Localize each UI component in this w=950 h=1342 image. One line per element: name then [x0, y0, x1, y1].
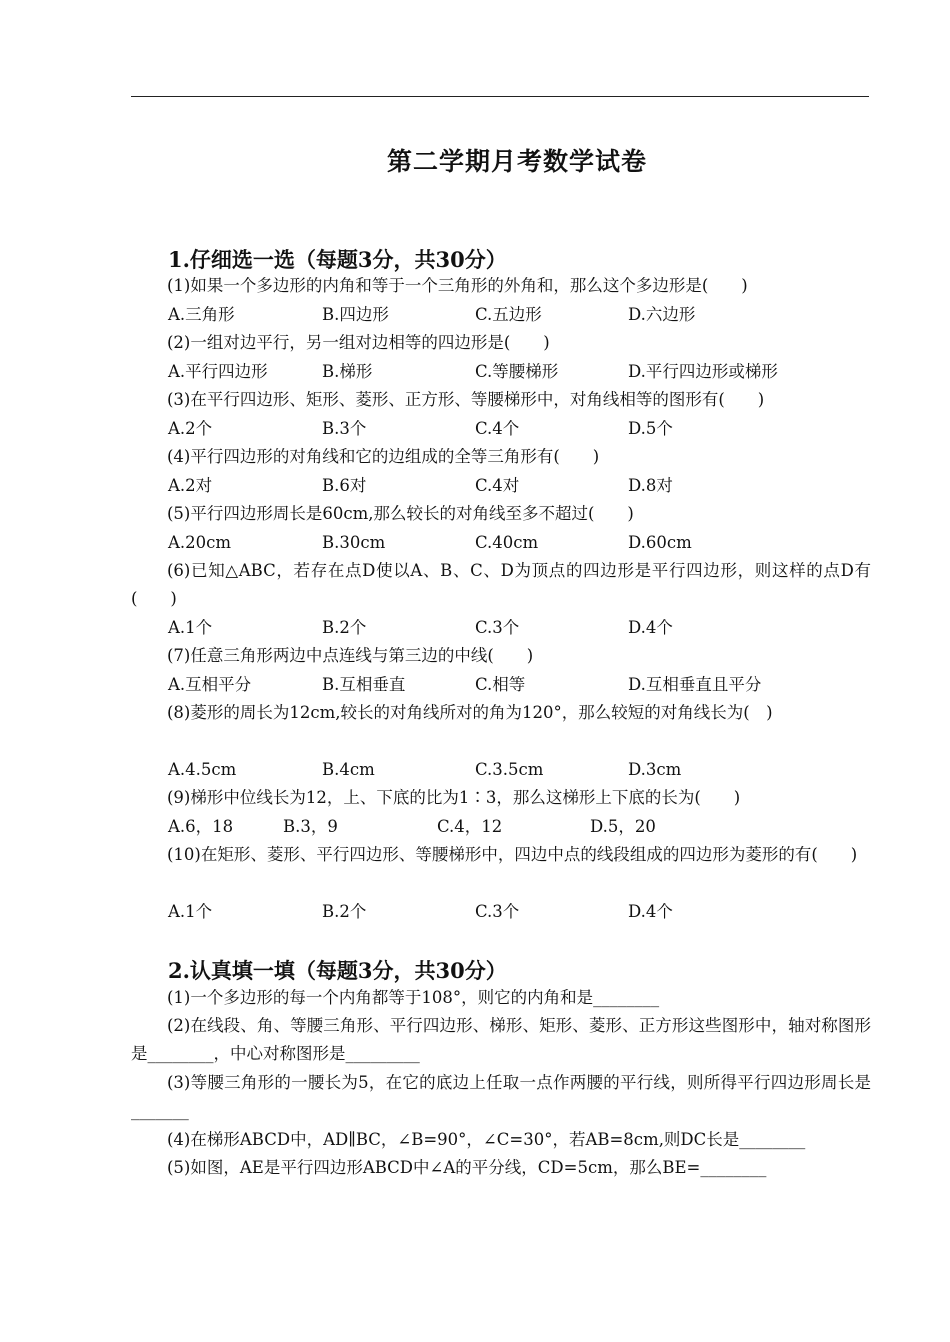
option: C.3个: [475, 618, 520, 637]
option: C.等腰梯形: [475, 362, 559, 381]
option: A.2个: [168, 419, 213, 438]
option: B.3个: [322, 419, 367, 438]
option: C.五边形: [475, 305, 542, 324]
option: D.5个: [628, 419, 673, 438]
option: B.6对: [322, 476, 367, 495]
option: A.互相平分: [168, 675, 252, 694]
question-stem: (6)已知△ABC，若存在点D使以A、B、C、D为顶点的四边形是平行四边形，则这样的点D有( ): [131, 561, 871, 609]
option: B.互相垂直: [322, 675, 406, 694]
section-heading-fill: 2.认真填一填（每题3分，共30分）: [168, 958, 507, 983]
question-stem: (8)菱形的周长为12cm,较长的对角线所对的角为120°，那么较短的对角线长为( ): [167, 703, 773, 722]
option: A.6，18: [168, 817, 234, 836]
option: C.40cm: [475, 533, 539, 552]
option: C.3个: [475, 902, 520, 921]
question-stem: (1)如果一个多边形的内角和等于一个三角形的外角和，那么这个多边形是( ): [167, 276, 748, 295]
page-title: 第二学期月考数学试卷: [386, 147, 647, 176]
option: C.4个: [475, 419, 520, 438]
option: B.4cm: [322, 760, 375, 779]
header-rule: [131, 96, 869, 97]
option: A.2对: [168, 476, 213, 495]
option: A.20cm: [168, 533, 232, 552]
fill-question: (2)在线段、角、等腰三角形、平行四边形、梯形、矩形、菱形、正方形这些图形中，轴对称图形是________，中心对称图形是_________: [131, 1016, 871, 1064]
option: B.30cm: [322, 533, 386, 552]
option: D.60cm: [628, 533, 692, 552]
option: B.2个: [322, 902, 367, 921]
option: C.4对: [475, 476, 520, 495]
fill-question: (3)等腰三角形的一腰长为5，在它的底边上任取一点作两腰的平行线，则所得平行四边形周长是_______: [131, 1073, 871, 1121]
question-stem: (9)梯形中位线长为12，上、下底的比为1∶3，那么这梯形上下底的长为( ): [167, 788, 741, 807]
option: D.平行四边形或梯形: [628, 362, 778, 381]
fill-question: (4)在梯形ABCD中，AD∥BC，∠B=90°，∠C=30°，若AB=8cm,则DC长是________: [167, 1130, 806, 1149]
question-stem: (5)平行四边形周长是60cm,那么较长的对角线至多不超过( ): [167, 504, 634, 523]
option: A.1个: [168, 902, 213, 921]
option: D.六边形: [628, 305, 696, 324]
option: A.三角形: [168, 305, 235, 324]
option: C.4，12: [437, 817, 503, 836]
question-stem: (4)平行四边形的对角线和它的边组成的全等三角形有( ): [167, 447, 600, 466]
option: B.四边形: [322, 305, 389, 324]
option: D.4个: [628, 902, 673, 921]
option: D.4个: [628, 618, 673, 637]
option: C.相等: [475, 675, 526, 694]
question-stem: (7)任意三角形两边中点连线与第三边的中线( ): [167, 646, 534, 665]
option: A.平行四边形: [168, 362, 268, 381]
option: A.4.5cm: [168, 760, 237, 779]
question-stem: (2)一组对边平行，另一组对边相等的四边形是( ): [167, 333, 550, 352]
fill-question: (1)一个多边形的每一个内角都等于108°，则它的内角和是________: [167, 988, 660, 1007]
option: A.1个: [168, 618, 213, 637]
option: D.3cm: [628, 760, 682, 779]
option: D.互相垂直且平分: [628, 675, 762, 694]
option: C.3.5cm: [475, 760, 544, 779]
option: B.3，9: [283, 817, 338, 836]
fill-question: (5)如图，AE是平行四边形ABCD中∠A的平分线，CD=5cm，那么BE=________: [167, 1158, 767, 1177]
option: D.5，20: [590, 817, 656, 836]
section-heading-choice: 1.仔细选一选（每题3分，共30分）: [168, 247, 507, 272]
option: D.8对: [628, 476, 673, 495]
question-stem: (3)在平行四边形、矩形、菱形、正方形、等腰梯形中，对角线相等的图形有( ): [167, 390, 765, 409]
option: B.2个: [322, 618, 367, 637]
question-stem: (10)在矩形、菱形、平行四边形、等腰梯形中，四边中点的线段组成的四边形为菱形的有( ): [167, 845, 858, 864]
option: B.梯形: [322, 362, 373, 381]
